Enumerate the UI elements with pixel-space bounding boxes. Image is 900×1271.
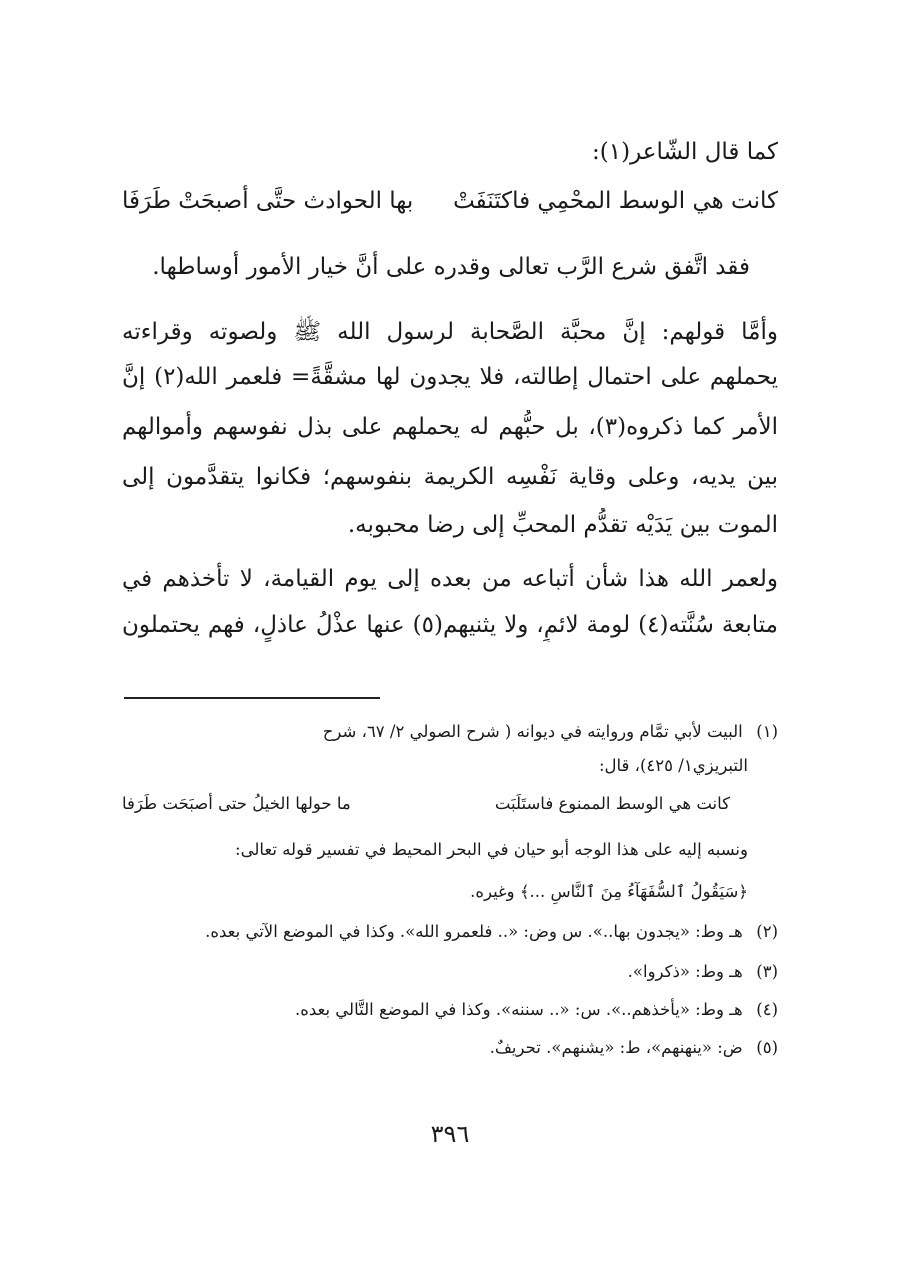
footnote-1 bbox=[122, 718, 778, 746]
poem-intro: كما قال الشّاعر(١): bbox=[592, 139, 778, 165]
verse-first-hemistich: كانت هي الوسط المحْمِي فاكتَنَفَتْ bbox=[453, 188, 778, 214]
body-line: الموت بين يَدَيْه تقدُّم المحبِّ إلى رضا محبوبه. bbox=[347, 512, 778, 538]
body-line: الأمر كما ذكروه(٣)، بل حبُّهم له يحملهم على بذل نفوسهم وأموالهم bbox=[122, 414, 778, 440]
footnote-text: ض: «ينهنهم»، ط: «يشنهم». تحريفٌ. bbox=[489, 1038, 743, 1057]
footnote-verse-first: كانت هي الوسط الممنوع فاستَلَبَت bbox=[494, 794, 730, 813]
body-line: متابعة سُنَّته(٤) لومة لائمٍ، ولا يثنيهم(٥) عنها عذْلُ عاذلٍ، فهم يحتملون bbox=[122, 612, 778, 638]
footnote-number: (٢) bbox=[756, 922, 778, 941]
footnote-verse bbox=[122, 790, 730, 818]
footnote-5 bbox=[122, 1034, 778, 1062]
footnote-number: (٣) bbox=[756, 962, 778, 981]
footnote-separator bbox=[124, 697, 380, 699]
footnote-text: البيت لأبي تمَّام وروايته في ديوانه ( شرح الصولي ٢/ ٦٧، شرح bbox=[322, 722, 743, 741]
footnote-4 bbox=[122, 996, 778, 1024]
body-line: يحملهم على احتمال إطالته، فلا يجدون لها مشقَّةً= فلعمر الله(٢) إنَّ bbox=[122, 364, 778, 390]
footnote-number: (٥) bbox=[756, 1038, 778, 1057]
footnote-1-line-4: ﴿سَيَقُولُ ٱلسُّفَهَآءُ مِنَ ٱلنَّاسِ ...﴾ وغيره. bbox=[470, 882, 748, 901]
footnote-2 bbox=[122, 918, 778, 946]
body-line: وأمَّا قولهم: إنَّ محبَّة الصَّحابة لرسول الله ﷺ ولصوته وقراءته bbox=[122, 319, 778, 345]
footnote-number: (٤) bbox=[756, 1000, 778, 1019]
footnote-text: هـ وط: «يجدون بها..». س وض: «.. فلعمرو الله». وكذا في الموضع الآتي بعده. bbox=[205, 922, 743, 941]
body-line: فقد اتَّفق شرع الرَّب تعالى وقدره على أنَّ خيار الأمور أوساطها. bbox=[152, 254, 750, 280]
footnote-3 bbox=[122, 958, 778, 986]
body-line: بين يديه، وعلى وقاية نَفْسِه الكريمة بنفوسهم؛ فكانوا يتقدَّمون إلى bbox=[122, 464, 778, 490]
footnote-text: هـ وط: «ذكروا». bbox=[627, 962, 743, 981]
footnote-number: (١) bbox=[756, 722, 778, 741]
body-line: ولعمر الله هذا شأن أتباعه من بعده إلى يوم القيامة، لا تأخذهم في bbox=[122, 566, 778, 592]
footnote-verse-second: ما حولها الخيلُ حتى أصبَحَت طَرَفا bbox=[122, 794, 351, 813]
footnote-1-line-2: التبريزي١/ ٤٢٥)، قال: bbox=[598, 756, 748, 775]
footnote-1-line-3: ونسبه إليه على هذا الوجه أبو حيان في البحر المحيط في تفسير قوله تعالى: bbox=[235, 840, 748, 859]
footnote-text: هـ وط: «يأخذهم..». س: «.. سننه». وكذا في الموضع التَّالي بعده. bbox=[294, 1000, 743, 1019]
page-number: ٣٩٦ bbox=[430, 1120, 470, 1148]
verse-second-hemistich: بها الحوادث حتَّى أصبحَتْ طَرَفَا bbox=[122, 188, 414, 214]
